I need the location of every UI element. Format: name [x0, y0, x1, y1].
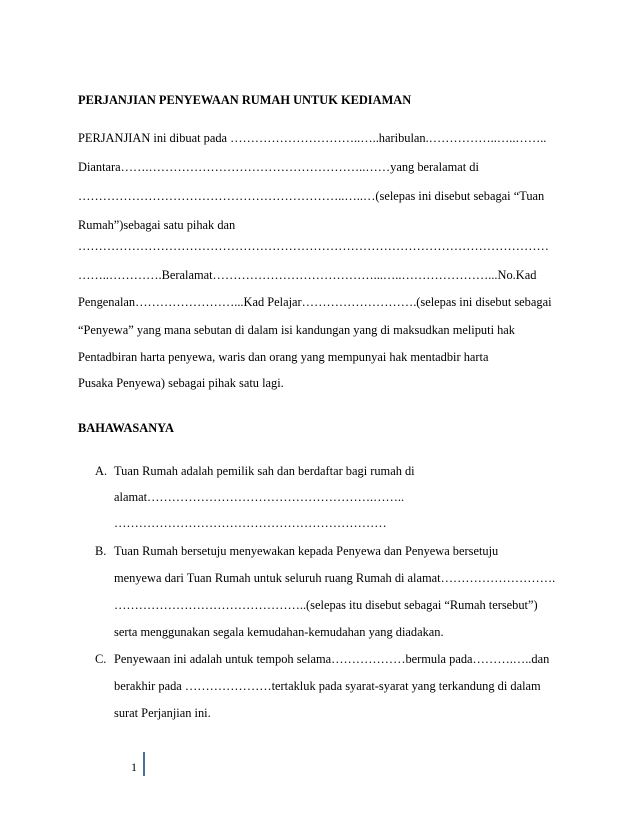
list-item-line: alamat……………………………………………….……..: [114, 490, 405, 504]
list-item-line: Tuan Rumah adalah pemilik sah dan berdaftar bagi rumah di: [114, 464, 415, 478]
body-line: ………………………………………………………..…..…(selepas ini disebut sebagai “Tuan: [78, 189, 545, 203]
body-line: ……..………….Beralamat…………………………………...…..…………………...No.Kad: [78, 268, 537, 282]
list-item-line: Penyewaan ini adalah untuk tempoh selama………………bermula pada……….…..dan: [114, 652, 550, 666]
body-line: Pengenalan……………………...Kad Pelajar……………………….(selepas ini disebut sebagai: [78, 295, 552, 309]
body-line: Diantara…….……………………………………………..……yang beralamat di: [78, 160, 479, 174]
list-marker: C.: [95, 652, 107, 666]
list-item-line: berakhir pada …………………tertakluk pada syarat-syarat yang terkandung di dalam: [114, 679, 541, 693]
list-marker: A.: [95, 464, 108, 478]
body-line: PERJANJIAN ini dibuat pada …………………………..…..haribulan.……………..…..……..: [78, 131, 547, 145]
list-item-line: …………………………………………………………: [114, 516, 387, 530]
list-item-line: menyewa dari Tuan Rumah untuk seluruh ruang Rumah di alamat……………………….: [114, 571, 556, 585]
page-number: 1: [131, 760, 137, 774]
body-line: Pusaka Penyewa) sebagai pihak satu lagi.: [78, 376, 284, 390]
body-line: Pentadbiran harta penyewa, waris dan orang yang mempunyai hak mentadbir harta: [78, 350, 489, 364]
body-line: ……………………………………………………………………………………………………: [78, 239, 549, 253]
section-heading: BAHAWASANYA: [78, 421, 174, 435]
document-title: PERJANJIAN PENYEWAAN RUMAH UNTUK KEDIAMAN: [78, 93, 412, 107]
list-item-line: ………………………………………..(selepas itu disebut sebagai “Rumah tersebut”): [114, 598, 538, 612]
list-marker: B.: [95, 544, 107, 558]
list-item-line: serta menggunakan segala kemudahan-kemudahan yang diadakan.: [114, 625, 444, 639]
body-line: Rumah”)sebagai satu pihak dan: [78, 218, 236, 232]
body-line: “Penyewa” yang mana sebutan di dalam isi kandungan yang di maksudkan meliputi hak: [78, 323, 515, 337]
list-item-line: surat Perjanjian ini.: [114, 706, 211, 720]
list-item-line: Tuan Rumah bersetuju menyewakan kepada Penyewa dan Penyewa bersetuju: [114, 544, 499, 558]
page-number-divider: [143, 752, 145, 776]
